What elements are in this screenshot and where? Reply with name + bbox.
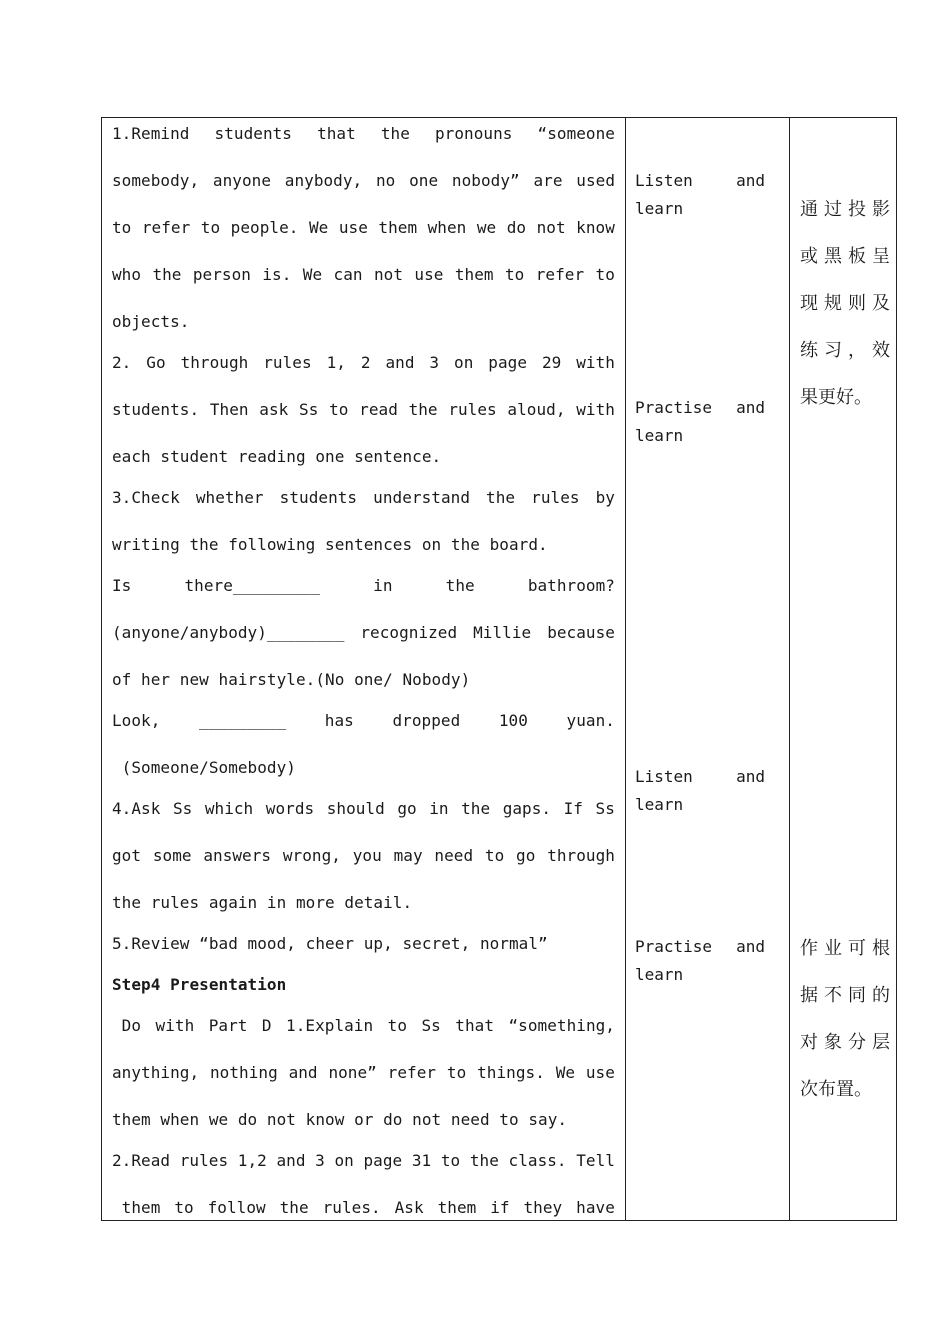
note-line: 据 不 同 的 — [800, 985, 890, 1006]
procedure-line: them when we do not know or do not need to say. — [112, 1110, 568, 1129]
activity-word: Listen — [635, 767, 693, 786]
procedure-line: who the person is. We can not use them to refer to — [112, 265, 615, 284]
procedure-line: (anyone/anybody)________ recognized Millie because — [112, 623, 615, 642]
note-line: 果更好。 — [800, 387, 872, 408]
procedure-line: students. Then ask Ss to read the rules aloud, with — [112, 400, 615, 419]
activity-word: and — [736, 767, 765, 786]
activity-word: learn — [635, 795, 684, 814]
activity-word: Practise — [635, 398, 713, 417]
student-activity-2 — [635, 394, 765, 450]
lesson-plan-table — [101, 117, 897, 1221]
procedure-line: 4.Ask Ss which words should go in the gaps. If Ss — [112, 799, 615, 818]
design-note-2 — [800, 925, 890, 1113]
note-line: 或 黑 板 呈 — [800, 246, 890, 267]
note-line: 通 过 投 影 — [800, 199, 890, 220]
procedure-line: 3.Check whether students understand the rules by — [112, 488, 615, 507]
procedure-line: 2.Read rules 1,2 and 3 on page 31 to the class. Tell — [112, 1151, 615, 1170]
note-line: 次布置。 — [800, 1079, 872, 1100]
section-heading: Step4 Presentation — [112, 975, 287, 994]
activity-word: and — [736, 398, 765, 417]
activity-word: and — [736, 171, 765, 190]
activity-word: learn — [635, 199, 684, 218]
procedure-line: 5.Review “bad mood, cheer up, secret, normal” — [112, 934, 548, 953]
activity-word: Listen — [635, 171, 693, 190]
student-activity-4 — [635, 933, 765, 989]
note-line: 对 象 分 层 — [800, 1032, 890, 1053]
column-divider-1 — [625, 118, 626, 1220]
procedure-line: writing the following sentences on the board. — [112, 535, 548, 554]
procedure-line: 2. Go through rules 1, 2 and 3 on page 29 with — [112, 353, 615, 372]
procedure-line: the rules again in more detail. — [112, 893, 413, 912]
procedure-line: them to follow the rules. Ask them if they have — [112, 1198, 615, 1217]
activity-word: learn — [635, 426, 684, 445]
column-divider-2 — [789, 118, 790, 1220]
procedure-line: Do with Part D 1.Explain to Ss that “something, — [112, 1016, 615, 1035]
design-note-1 — [800, 186, 890, 421]
procedure-line: somebody, anyone anybody, no one nobody” are used — [112, 171, 615, 190]
activity-word: learn — [635, 965, 684, 984]
note-line: 现 规 则 及 — [800, 293, 890, 314]
student-activity-3 — [635, 763, 765, 819]
procedure-line: objects. — [112, 312, 190, 331]
procedure-line: Is there_________ in the bathroom? — [112, 576, 615, 595]
procedure-line: to refer to people. We use them when we do not know — [112, 218, 615, 237]
procedure-line: anything, nothing and none” refer to things. We use — [112, 1063, 615, 1082]
procedure-line: Look, _________ has dropped 100 yuan. — [112, 711, 615, 730]
note-line: 作 业 可 根 — [800, 938, 890, 959]
activity-word: and — [736, 937, 765, 956]
procedure-line: got some answers wrong, you may need to go through — [112, 846, 615, 865]
note-line: 练 习 ， 效 — [800, 340, 890, 361]
procedure-line: each student reading one sentence. — [112, 447, 442, 466]
activity-word: Practise — [635, 937, 713, 956]
procedure-line: 1.Remind students that the pronouns “someone — [112, 124, 615, 143]
procedure-line: of her new hairstyle.(No one/ Nobody) — [112, 670, 471, 689]
procedure-line: (Someone/Somebody) — [112, 758, 296, 777]
student-activity-1 — [635, 167, 765, 223]
